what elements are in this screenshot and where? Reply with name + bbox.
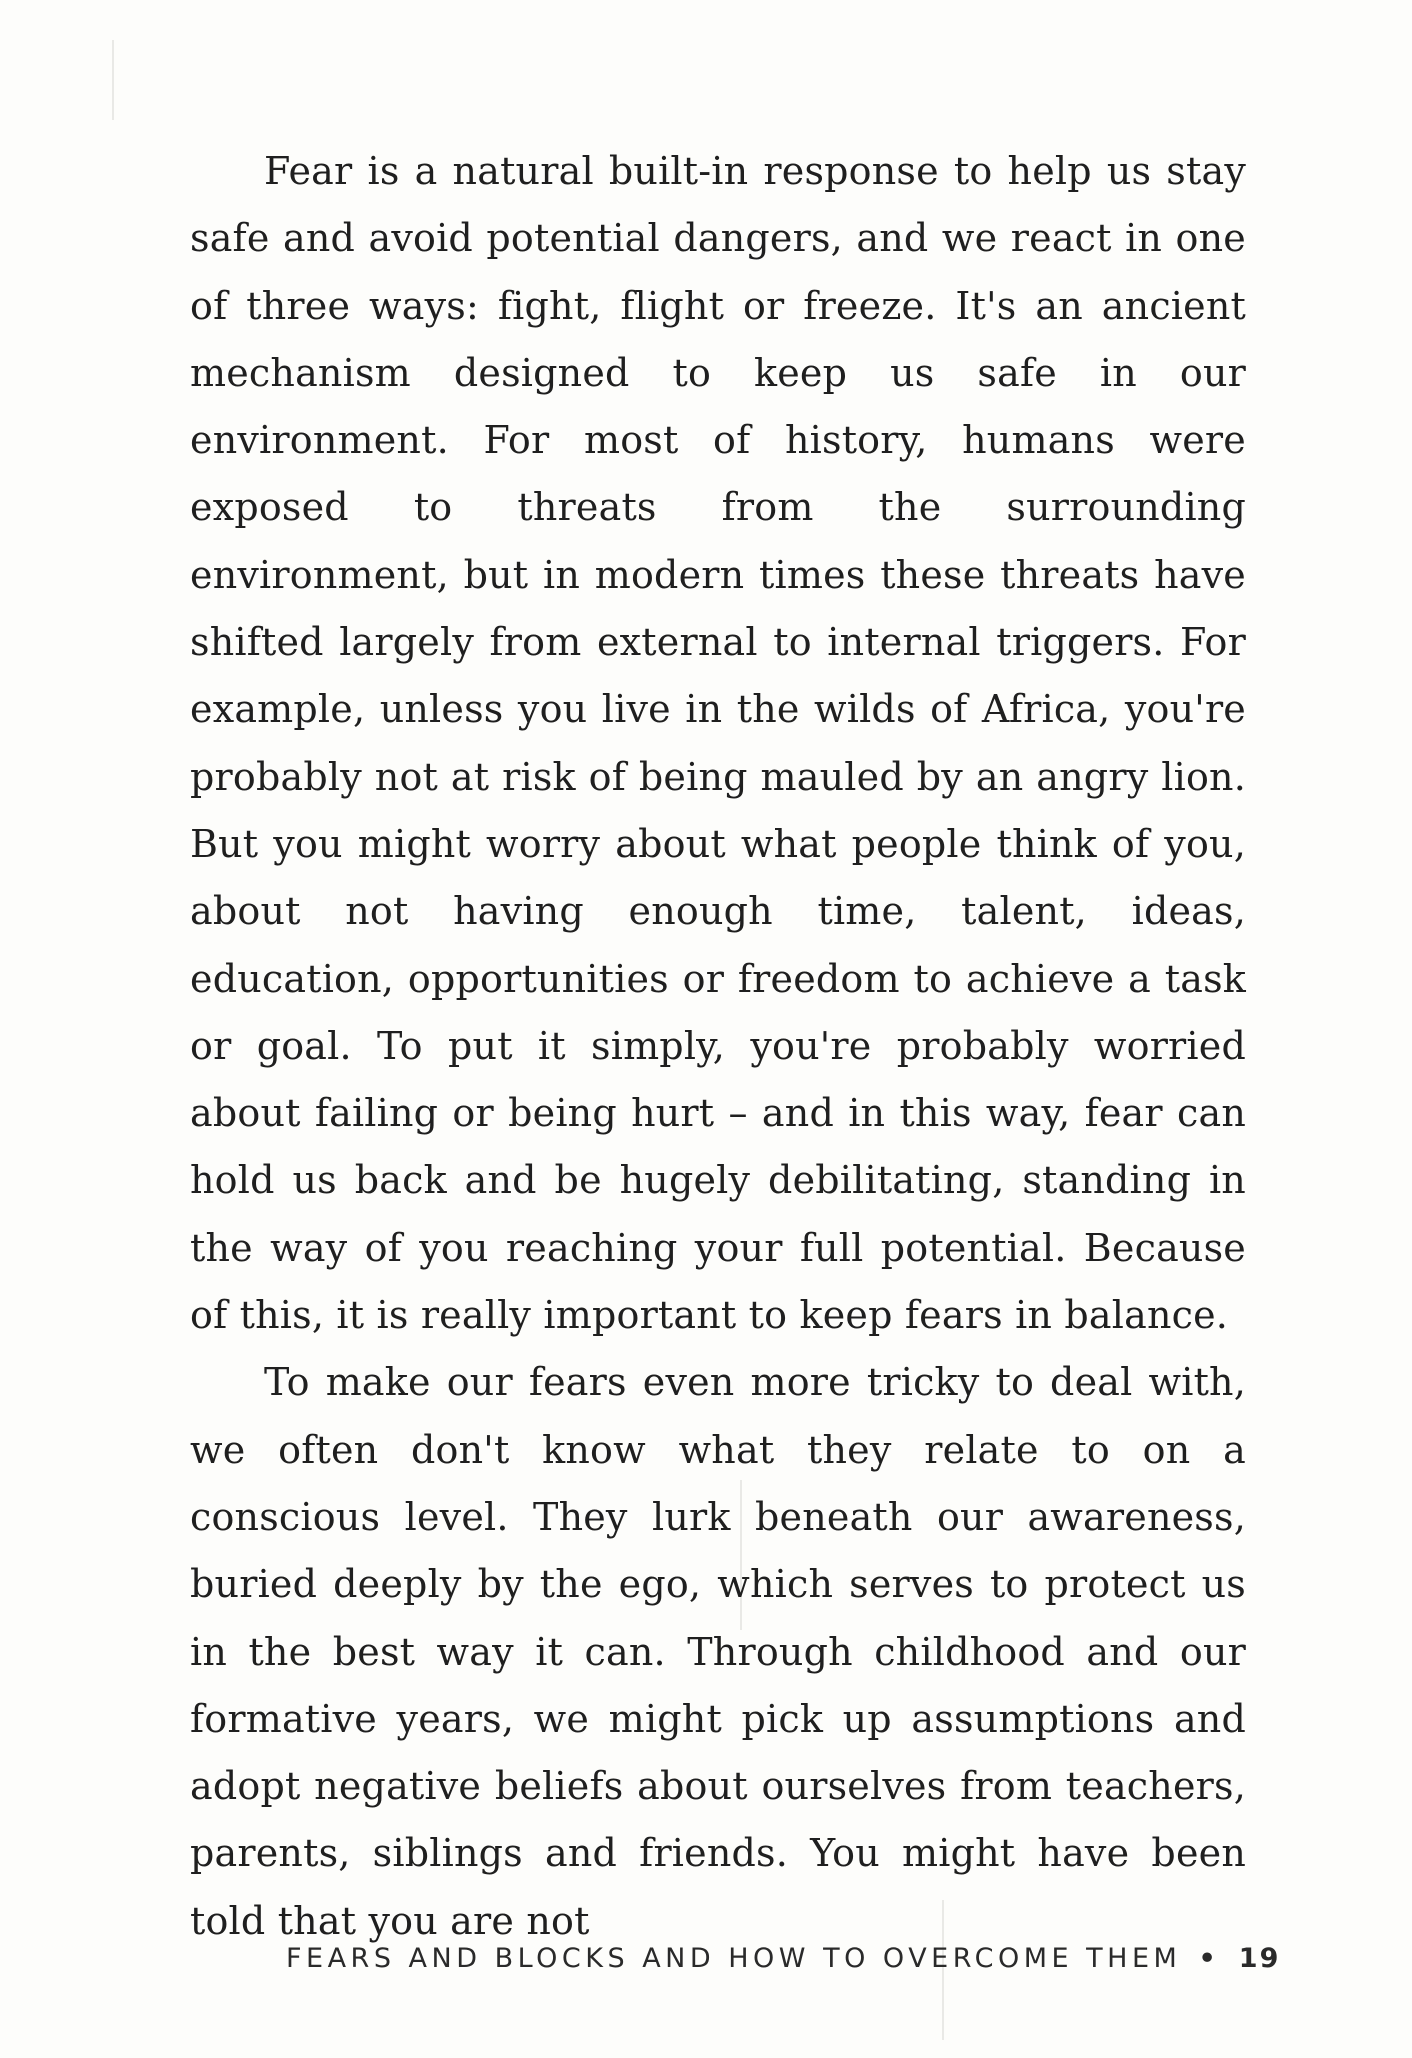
page-number: 19 (1238, 1943, 1281, 1974)
footer-separator: • (1198, 1943, 1216, 1974)
running-title: FEARS AND BLOCKS AND HOW TO OVERCOME THEM (286, 1943, 1182, 1974)
paragraph-1: Fear is a natural built-in response to help us stay safe and avoid potential dangers, and we react in one of three ways: fight, flight or freeze. It's an ancient mechanism designed to keep us safe in our environment. For most of history, humans were exposed to threats from the surrounding environment, but in modern times these threats have shifted largely from external to internal triggers. For example, unless you live in the wilds of Africa, you're probably not at risk of being mauled by an angry lion. But you might worry about what people think of you, about not having enough time, talent, ideas, education, opportunities or freedom to achieve a task or goal. To put it simply, you're probably worried about failing or being hurt – and in this way, fear can hold us back and be hugely debilitating, standing in the way of you reaching your full potential. Because of this, it is really important to keep fears in balance. (190, 149, 1246, 1338)
running-footer (286, 1943, 1281, 1974)
paragraph-2: To make our fears even more tricky to deal with, we often don't know what they relate to on a conscious level. They lurk beneath our awareness, buried deeply by the ego, which serves to protect us in the best way it can. Through childhood and our formative years, we might pick up assumptions and adopt negative beliefs about ourselves from teachers, parents, siblings and friends. You might have been told that you are not (190, 1360, 1246, 1943)
scan-artifact (112, 40, 114, 120)
body-text (190, 138, 1246, 1955)
